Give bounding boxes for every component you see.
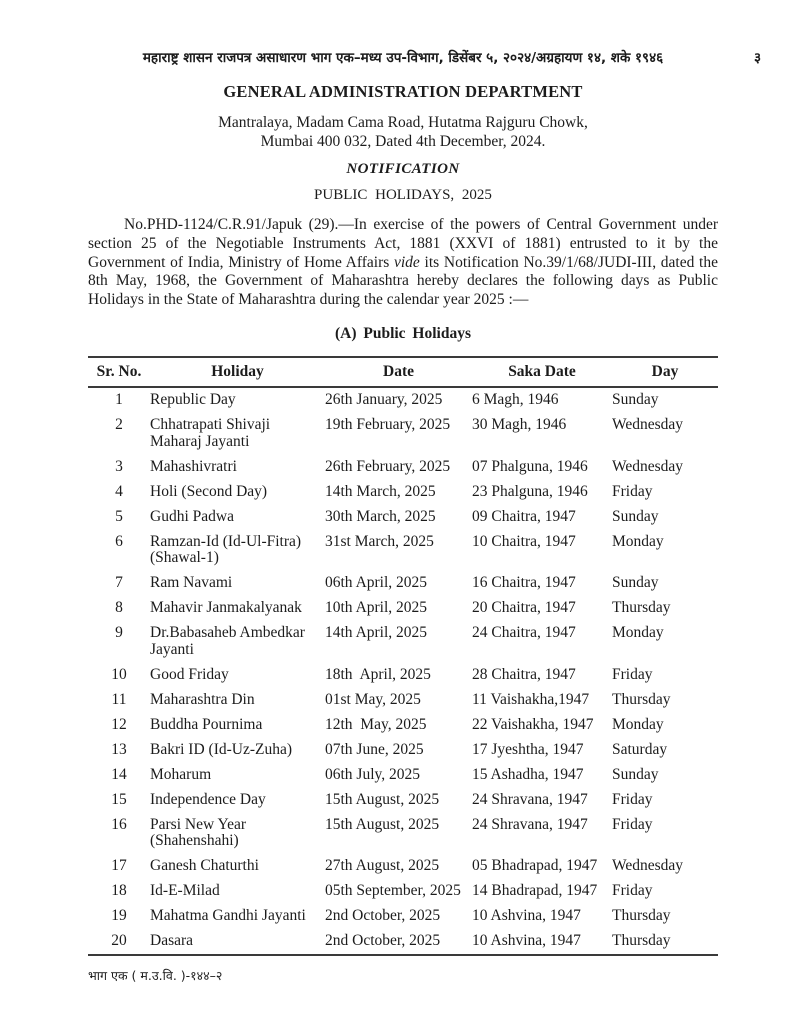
cell-date: 18th April, 2025 [325,665,431,683]
cell-date: 19th February, 2025 [325,416,451,434]
table-row [88,812,718,854]
cell-sr-no: 18 [111,882,127,900]
cell-saka-date: 07 Phalguna, 1946 [472,457,588,475]
cell-sr-no: 15 [111,790,127,808]
table-row [88,712,718,737]
footer-part-code: भाग एक ( म.उ.वि. )-१४४–२ [88,967,223,983]
cell-date: 15th August, 2025 [325,815,440,833]
cell-day: Friday [612,815,653,833]
cell-day: Thursday [612,932,671,950]
cell-saka-date: 6 Magh, 1946 [472,391,559,409]
cell-saka-date: 30 Magh, 1946 [472,416,567,434]
cell-day: Sunday [612,765,659,783]
cell-saka-date: 15 Ashadha, 1947 [472,765,584,783]
cell-sr-no: 4 [115,482,123,500]
body-text-after: its Notification No.39/1/68/JUDI-III, dated the 8th May, 1968, the Government of Maharashtra hereby declares the following days as Public Holidays in the State of Maharashtra during the calendar year 2025 :— [88,253,718,309]
cell-saka-date: 23 Phalguna, 1946 [472,482,588,500]
cell-date: 06th April, 2025 [325,574,428,592]
cell-sr-no: 7 [115,574,123,592]
cell-day: Monday [612,715,664,733]
cell-holiday: Moharum [150,765,212,783]
table-row [88,479,718,504]
cell-sr-no: 2 [115,416,123,434]
cell-saka-date: 10 Ashvina, 1947 [472,907,581,925]
cell-saka-date: 24 Chaitra, 1947 [472,624,576,642]
table-row [88,737,718,762]
column-header-date: Date [325,357,472,387]
cell-sr-no: 20 [111,932,127,950]
cell-sr-no: 19 [111,907,127,925]
department-title: GENERAL ADMINISTRATION DEPARTMENT [223,82,583,101]
cell-day: Thursday [612,690,671,708]
table-row [88,787,718,812]
cell-saka-date: 09 Chaitra, 1947 [472,507,576,525]
cell-day: Monday [612,532,664,550]
cell-date: 15th August, 2025 [325,790,440,808]
cell-day: Friday [612,882,653,900]
cell-sr-no: 8 [115,599,123,617]
cell-holiday: Good Friday [150,665,229,683]
cell-sr-no: 6 [115,532,123,550]
table-row [88,929,718,955]
table-header-row [88,357,718,387]
cell-saka-date: 28 Chaitra, 1947 [472,665,576,683]
body-text-before: No.PHD-1124/C.R.91/Japuk (29).—In exercise of the powers of Central Government under section 25 of the Negotiable Instruments Act, 1881 (XXVI of 1881) entrusted to it by the Government of India, Ministry of Home Affairs [88,216,718,271]
cell-day: Thursday [612,907,671,925]
cell-holiday: Mahatma Gandhi Jayanti [150,907,306,925]
cell-holiday: Dr.Babasaheb Ambedkar Jayanti [150,624,309,658]
cell-holiday: Ganesh Chaturthi [150,857,259,875]
cell-sr-no: 5 [115,507,123,525]
cell-holiday: Chhatrapati Shivaji Maharaj Jayanti [150,416,274,450]
cell-date: 2nd October, 2025 [325,907,441,925]
table-row [88,854,718,879]
table-row [88,904,718,929]
table-row [88,571,718,596]
table-row [88,879,718,904]
cell-holiday: Maharashtra Din [150,690,255,708]
subject-line: PUBLIC HOLIDAYS, 2025 [314,187,492,203]
cell-day: Sunday [612,507,659,525]
cell-holiday: Gudhi Padwa [150,507,234,525]
cell-sr-no: 13 [111,740,127,758]
cell-holiday: Buddha Pournima [150,715,263,733]
address-line-2: Mumbai 400 032, Dated 4th December, 2024. [260,133,546,150]
table-row [88,454,718,479]
cell-day: Sunday [612,574,659,592]
public-holidays-table [88,356,718,956]
cell-date: 12th May, 2025 [325,715,427,733]
column-header-saka-date: Saka Date [472,357,612,387]
table-row [88,621,718,663]
cell-date: 2nd October, 2025 [325,932,441,950]
cell-date: 14th April, 2025 [325,624,428,642]
notification-label: NOTIFICATION [346,161,460,177]
cell-saka-date: 24 Shravana, 1947 [472,815,588,833]
notification-body [88,216,718,310]
cell-saka-date: 10 Ashvina, 1947 [472,932,581,950]
cell-sr-no: 11 [111,690,127,708]
cell-day: Wednesday [612,416,684,434]
cell-sr-no: 16 [111,815,127,833]
cell-saka-date: 14 Bhadrapad, 1947 [472,882,598,900]
cell-holiday: Bakri ID (Id-Uz-Zuha) [150,740,293,758]
cell-day: Friday [612,665,653,683]
cell-holiday: Id-E-Milad [150,882,220,900]
cell-holiday: Mahashivratri [150,457,237,475]
cell-holiday: Independence Day [150,790,266,808]
cell-saka-date: 11 Vaishakha,1947 [472,690,590,708]
body-vide-word: vide [394,253,420,271]
table-row [88,687,718,712]
cell-saka-date: 17 Jyeshtha, 1947 [472,740,584,758]
cell-sr-no: 1 [115,391,123,409]
cell-date: 30th March, 2025 [325,507,436,525]
cell-day: Thursday [612,599,671,617]
cell-saka-date: 16 Chaitra, 1947 [472,574,576,592]
gazette-masthead [88,50,761,67]
column-header-sr-no: Sr. No. [88,357,150,387]
cell-sr-no: 17 [111,857,127,875]
cell-date: 26th February, 2025 [325,457,451,475]
cell-day: Friday [612,790,653,808]
cell-holiday: Dasara [150,932,194,950]
cell-date: 14th March, 2025 [325,482,436,500]
cell-holiday: Ram Navami [150,574,233,592]
cell-holiday: Holi (Second Day) [150,482,268,500]
address-line-1: Mantralaya, Madam Cama Road, Hutatma Rajguru Chowk, [218,114,588,131]
page-number: ३ [753,50,761,66]
table-row [88,413,718,455]
cell-date: 10th April, 2025 [325,599,428,617]
table-row [88,662,718,687]
cell-date: 07th June, 2025 [325,740,424,758]
cell-date: 05th September, 2025 [325,882,461,900]
cell-saka-date: 20 Chaitra, 1947 [472,599,576,617]
cell-day: Saturday [612,740,668,758]
cell-sr-no: 3 [115,457,123,475]
cell-saka-date: 24 Shravana, 1947 [472,790,588,808]
cell-day: Wednesday [612,857,684,875]
cell-holiday: Ramzan-Id (Id-Ul-Fitra) (Shawal-1) [150,532,305,567]
cell-sr-no: 12 [111,715,127,733]
cell-holiday: Republic Day [150,391,236,409]
cell-holiday: Parsi New Year (Shahenshahi) [150,815,250,850]
cell-date: 31st March, 2025 [325,532,434,550]
table-row [88,529,718,571]
cell-saka-date: 05 Bhadrapad, 1947 [472,857,598,875]
cell-day: Friday [612,482,653,500]
table-row [88,762,718,787]
cell-day: Wednesday [612,457,684,475]
cell-date: 27th August, 2025 [325,857,440,875]
cell-date: 06th July, 2025 [325,765,421,783]
cell-saka-date: 10 Chaitra, 1947 [472,532,576,550]
table-row [88,504,718,529]
masthead-text: महाराष्ट्र शासन राजपत्र असाधारण भाग एक–मध्य उप-विभाग, डिसेंबर ५, २०२४/अग्रहायण १४, शके १९४६ [142,50,664,66]
column-header-holiday: Holiday [150,357,325,387]
cell-date: 26th January, 2025 [325,391,443,409]
table-row [88,596,718,621]
section-a-heading: (A) Public Holidays [334,324,472,342]
table-row [88,387,718,413]
cell-sr-no: 10 [111,665,127,683]
cell-day: Sunday [612,391,659,409]
cell-day: Monday [612,624,664,642]
cell-date: 01st May, 2025 [325,690,421,708]
cell-holiday: Mahavir Janmakalyanak [150,599,302,617]
column-header-day: Day [612,357,718,387]
cell-sr-no: 14 [111,765,127,783]
cell-sr-no: 9 [115,624,123,642]
cell-saka-date: 22 Vaishakha, 1947 [472,715,594,733]
